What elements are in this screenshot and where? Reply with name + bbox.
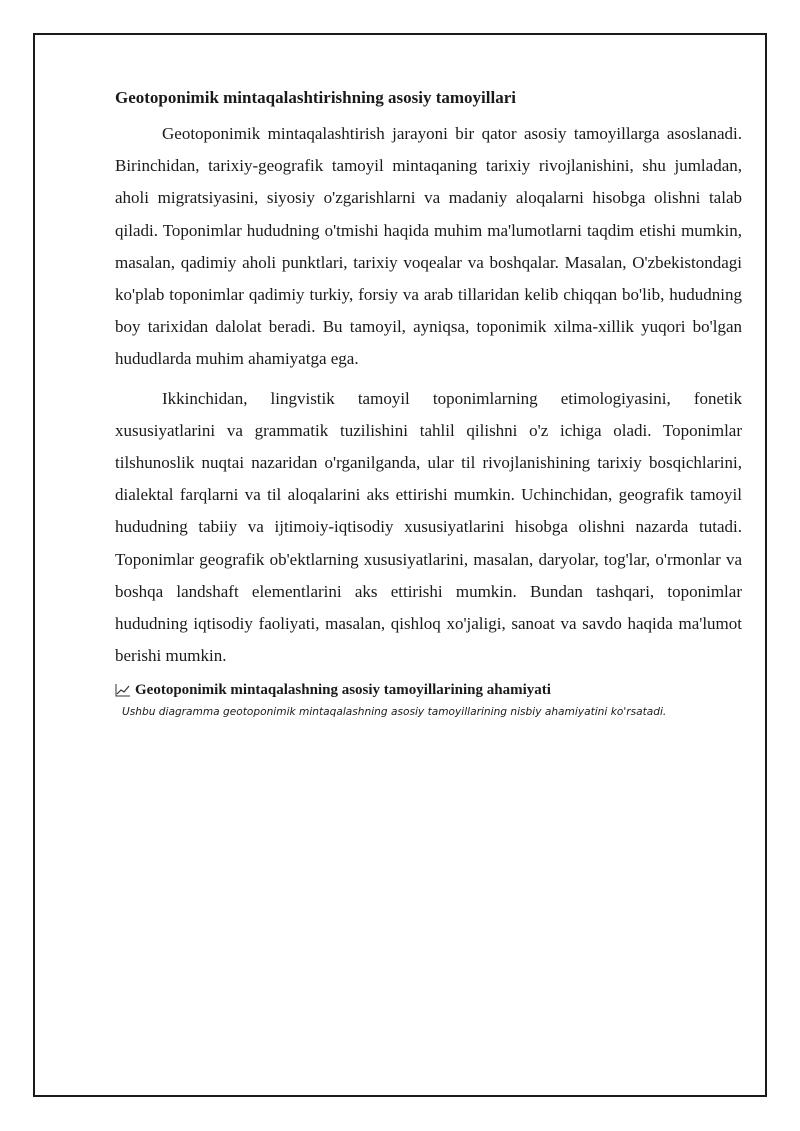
chart-line-icon [115, 683, 131, 697]
section-heading: Geotoponimik mintaqalashtirishning asosiy tamoyillari [115, 88, 516, 107]
figure-title [115, 680, 742, 700]
figure-title-text: Geotoponimik mintaqalashning asosiy tamoyillarining ahamiyati [135, 682, 551, 699]
figure-caption: Ushbu diagramma geotoponimik mintaqalashning asosiy tamoyillarining nisbiy ahamiyatini ko'rsatadi. [122, 706, 667, 719]
document-body [115, 86, 742, 720]
paragraph-2: Ikkinchidan, lingvistik tamoyil toponimlarning etimologiyasini, fonetik xususiyatlarini va grammatik tuzilishini tahlil qilishni o'z ichiga oladi. Toponimlar tilshunoslik nuqtai nazaridan o'rganilganda, ular til rivojlanishining tarixiy bosqichlarini, dialektal farqlarni va til aloqalarini aks ettirishi mumkin. Uchinchidan, geografik tamoyil hududning tabiiy va ijtimoiy-iqtisodiy xususiyatlarini hisobga olishni nazarda tutadi. Toponimlar geografik ob'ektlarning xususiyatlarini, masalan, daryolar, tog'lar, o'rmonlar va boshqa landshaft elementlarini aks ettirishi mumkin. Bundan tashqari, toponimlar hududning iqtisodiy faoliyati, masalan, qishloq xo'jaligi, sanoat va savdo haqida ma'lumot berishi mumkin. [115, 388, 742, 666]
paragraph-1: Geotoponimik mintaqalashtirish jarayoni bir qator asosiy tamoyillarga asoslanadi. Birinchidan, tarixiy-geografik tamoyil mintaqaning tarixiy rivojlanishini, shu jumladan, aholi migratsiyasini, siyosiy o'zgarishlarni va madaniy aloqalarni hisobga olishni talab qiladi. Toponimlar hududning o'tmishi haqida muhim ma'lumotlarni taqdim etishi mumkin, masalan, qadimiy aholi punktlari, tarixiy voqealar va boshqalar. Masalan, O'zbekistondagi ko'plab toponimlar qadimiy turkiy, forsiy va arab tillaridan kelib chiqqan bo'lib, hududning boy tarixidan dalolat beradi. Bu tamoyil, ayniqsa, toponimik xilma-xillik yuqori bo'lgan hududlarda muhim ahamiyatga ega. [115, 124, 742, 369]
